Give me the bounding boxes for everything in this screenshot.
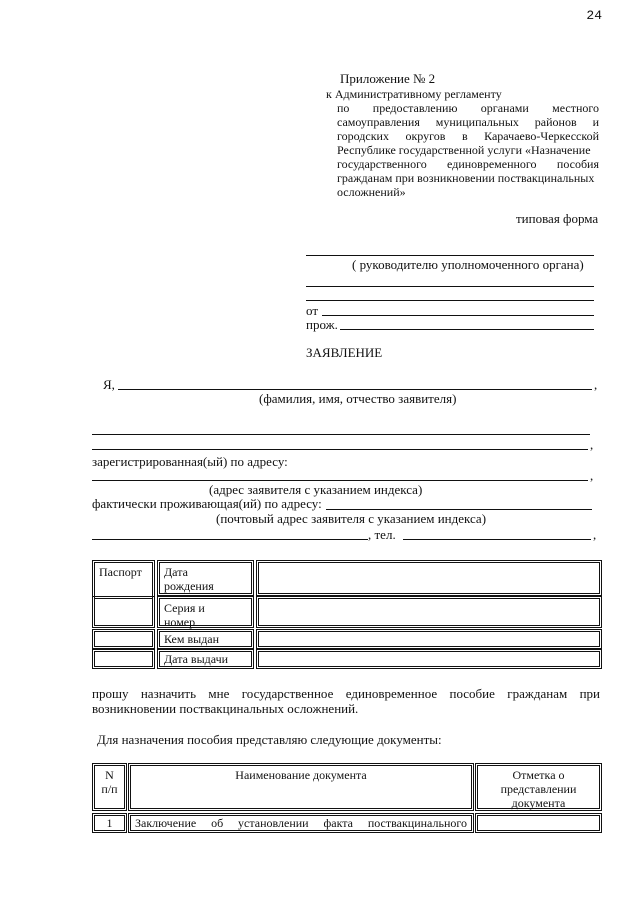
- actual-address-field[interactable]: [326, 509, 592, 510]
- series-label-cell: [159, 598, 252, 629]
- addressee-line-3[interactable]: [306, 300, 594, 301]
- issued-by-label-cell: [159, 631, 252, 647]
- postal-address-field[interactable]: [92, 539, 368, 540]
- header-line-4: городских округов в Карачаево-Черкесской: [337, 129, 599, 143]
- comma-2: ,: [590, 437, 594, 452]
- addressee-caption: ( руководителю уполномоченного органа): [352, 257, 584, 272]
- series-empty-cell: [94, 598, 153, 626]
- form-type: типовая форма: [516, 211, 599, 226]
- header-line-2: по предоставлению органами местного: [337, 101, 599, 115]
- col-num-1: N: [105, 768, 114, 782]
- page-number: 24: [586, 8, 602, 23]
- residence-field[interactable]: [340, 329, 594, 330]
- phone-label: , тел.: [368, 527, 396, 542]
- documents-intro: Для назначения пособия представляю следующие документы:: [97, 732, 442, 747]
- header-line-6: государственного единовременного пособия: [337, 157, 599, 171]
- phone-field[interactable]: [403, 539, 591, 540]
- comma: ,: [594, 377, 598, 392]
- issue-date-input[interactable]: [258, 651, 600, 667]
- addressee-line-2[interactable]: [306, 286, 594, 287]
- col-name: Наименование документа: [235, 768, 367, 782]
- registered-label: зарегистрированная(ый) по адресу:: [92, 454, 288, 469]
- col-mark-2: представлении: [500, 782, 577, 796]
- from-label: от: [306, 303, 319, 318]
- col-mark-1: Отметка о: [512, 768, 565, 782]
- postal-caption: (почтовый адрес заявителя с указанием индекса): [216, 511, 487, 526]
- request-line-1: прошу назначить мне государственное единовременное пособие гражданам при: [92, 686, 600, 701]
- col-name-header: [130, 765, 472, 809]
- applicant-line-2[interactable]: [92, 434, 590, 435]
- applicant-line-3[interactable]: [92, 449, 588, 450]
- series-label-2: номер: [164, 615, 196, 629]
- birth-date-label-cell: [159, 562, 252, 594]
- header-line-8: осложнений»: [337, 185, 406, 199]
- birth-date-label-1: Дата: [164, 565, 188, 579]
- header-line-3: самоуправления муниципальных районов и: [337, 115, 599, 129]
- header-line-5: Республике государственной услуги «Назначение: [337, 143, 591, 157]
- series-label-1: Серия и: [164, 601, 205, 615]
- col-num-2: п/п: [101, 782, 118, 796]
- actual-label: фактически проживающая(ий) по адресу:: [92, 496, 322, 511]
- address-caption: (адрес заявителя с указанием индекса): [209, 482, 423, 497]
- comma-3: ,: [590, 468, 594, 483]
- row-1-num: 1: [106, 816, 113, 830]
- issued-by-label: Кем выдан: [164, 632, 220, 646]
- applicant-name-field[interactable]: [118, 389, 592, 390]
- issued-by-input[interactable]: [258, 631, 600, 647]
- series-input[interactable]: [258, 598, 600, 626]
- request-line-2: возникновении поствакцинальных осложнений.: [92, 701, 359, 716]
- birth-date-input[interactable]: [258, 562, 600, 594]
- residence-label: прож.: [306, 317, 338, 332]
- passport-label: Паспорт: [99, 565, 142, 579]
- row-1-name: Заключение об установлении факта поствакцинального: [135, 816, 467, 830]
- issued-empty-cell: [94, 631, 153, 647]
- issue-date-label: Дата выдачи: [164, 652, 229, 666]
- header-line-1: к Административному регламенту: [326, 87, 502, 101]
- addressee-line[interactable]: [306, 255, 594, 256]
- col-mark-3: документа: [511, 796, 566, 810]
- col-mark-header: [477, 765, 600, 809]
- document-title: ЗАЯВЛЕНИЕ: [306, 345, 383, 360]
- table-row-num: [94, 815, 125, 831]
- i-label: Я,: [103, 377, 115, 392]
- table-row-name: [130, 815, 472, 831]
- birth-date-label-2: рождения: [164, 579, 214, 593]
- issue-date-label-cell: [159, 651, 252, 667]
- name-caption: (фамилия, имя, отчество заявителя): [259, 391, 457, 406]
- row-1-mark-checkbox[interactable]: [477, 815, 600, 831]
- issue-date-empty-cell: [94, 651, 153, 667]
- col-num-header: [94, 765, 125, 809]
- appendix-title: Приложение № 2: [340, 71, 436, 86]
- comma-4: ,: [593, 527, 597, 542]
- from-field[interactable]: [322, 315, 594, 316]
- registered-address-field[interactable]: [92, 480, 588, 481]
- header-line-7: гражданам при возникновении поствакцинальных: [337, 171, 595, 185]
